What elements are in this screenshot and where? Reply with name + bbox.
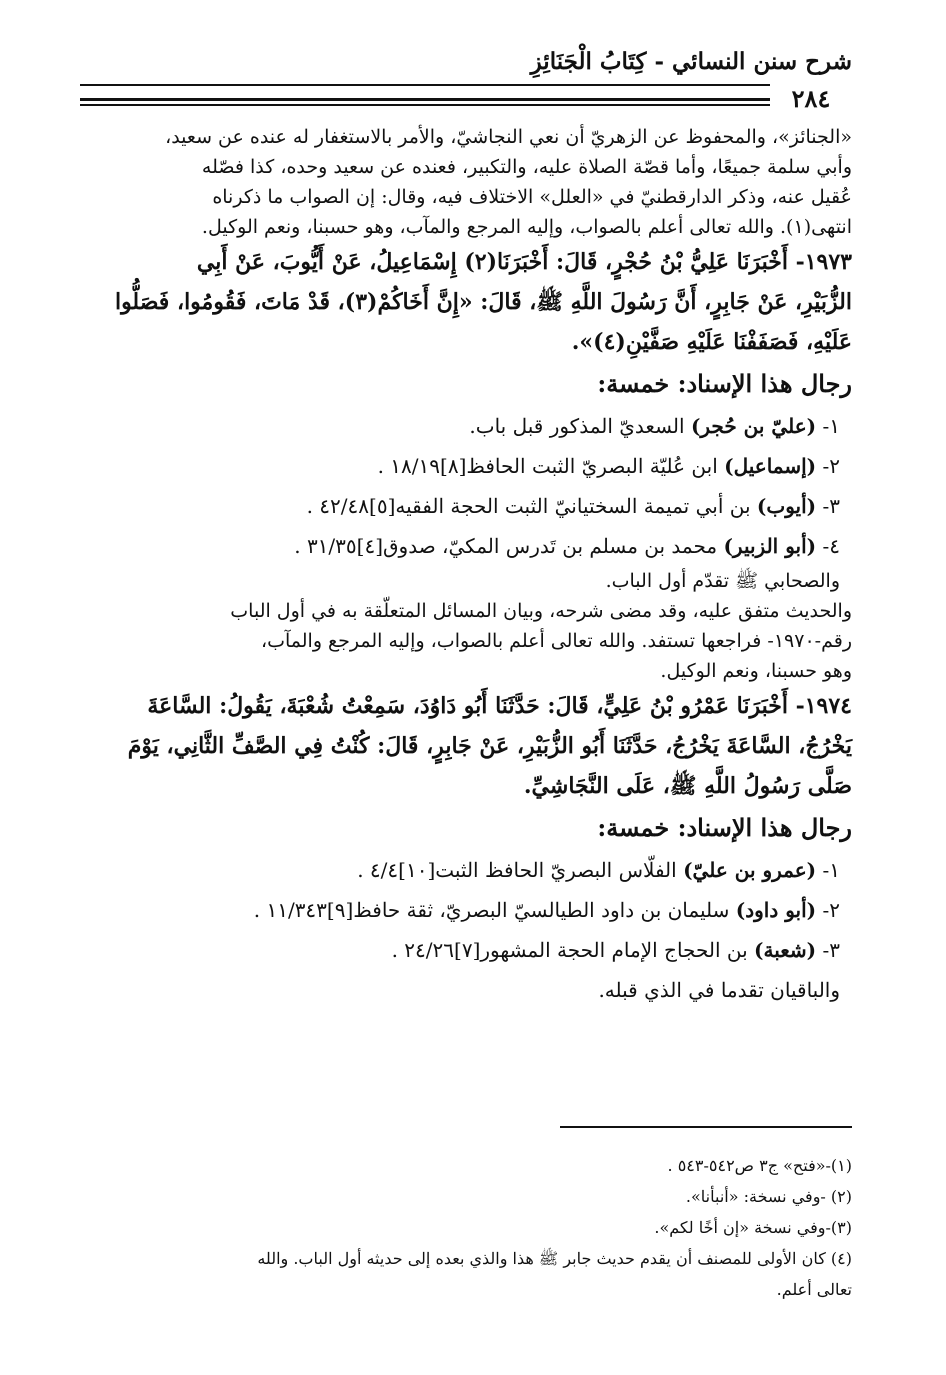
narrator-name: (أيوب) (756, 494, 817, 518)
narrator-description: ابن عُليّة البصريّ الثبت الحافظ[٨]١٨/١٩ . (377, 454, 725, 478)
narrator-number: ٣- (816, 938, 840, 962)
narrator-entry (80, 850, 852, 890)
narrator-description: بن أبي تميمة السختيانيّ الثبت الحجة الفقيه[٥]٤٢/٤٨ . (306, 494, 757, 518)
narrator-entry (80, 406, 852, 446)
narrator-number: ١- (816, 858, 840, 882)
discussion-line: رقم-١٩٧٠- فراجعها تستفد. والله تعالى أعلم بالصواب، وإليه المرجع والمآب، (260, 630, 852, 652)
intro-line: «الجنائز»، والمحفوظ عن الزهريّ أن نعي النجاشيّ، والأمر بالاستغفار له عنده عن سعيد، (165, 126, 852, 148)
discussion-line: وهو حسبنا، ونعم الوكيل. (660, 660, 852, 682)
narrator-name: (إسماعيل) (724, 454, 817, 478)
hadith-1974-line: صَلَّى رَسُولُ اللَّهِ ﷺ، عَلَى النَّجَاشِيِّ. (523, 773, 852, 799)
narrator-number: ٢- (816, 454, 840, 478)
hadith-1973-line: ١٩٧٣- أَخْبَرَنَا عَلِيُّ بْنُ حُجْرٍ، قَالَ: أَخْبَرَنَا(٢) إِسْمَاعِيلُ، عَنْ أَيُّوبَ، عَنْ أَبِي (196, 249, 852, 275)
header-rule (80, 84, 852, 86)
narrator-entry (80, 930, 852, 970)
page-number-rule-thin (80, 104, 770, 106)
narrator-entry (80, 526, 852, 566)
narrator-entry (80, 890, 852, 930)
narrator-description: السعديّ المذكور قبل باب. (469, 414, 691, 438)
narrator-number: ١- (816, 414, 840, 438)
discussion-line: والحديث متفق عليه، وقد مضى شرحه، وبيان المسائل المتعلّقة به في أول الباب (230, 600, 852, 622)
narrator-entry (80, 446, 852, 486)
footnote: (٤) كان الأولى للمصنف أن يقدم حديث جابر ﷺ هذا والذي بعده إلى حديثه أول الباب. والله (257, 1249, 852, 1268)
footnote: (٣)-وفي نسخة «إن أخًا لكم». (654, 1218, 852, 1237)
narrator-name: (عليّ بن حُجر) (690, 414, 817, 438)
narrator-description: بن الحجاج الإمام الحجة المشهور[٧]٢٤/٢٦ . (391, 938, 755, 962)
page-number-rule (80, 98, 770, 101)
hadith-1973-line: عَلَيْهِ، فَصَفَفْنَا عَلَيْهِ صَفَّيْنِ(٤)». (571, 329, 852, 355)
narrator-number: ٣- (816, 494, 840, 518)
footnotes (80, 1150, 852, 1305)
narrator-name: (أبو داود) (735, 898, 817, 922)
rijal-heading: رجال هذا الإسناد: خمسة: (597, 813, 852, 842)
footnote-separator (560, 1126, 852, 1128)
page-number: ٢٨٤ (770, 84, 852, 114)
intro-line: انتهى(١). والله تعالى أعلم بالصواب، وإليه المرجع والمآب، وهو حسبنا، ونعم الوكيل. (201, 216, 852, 238)
remaining-narrators-note: والباقيان تقدما في الذي قبله. (598, 978, 840, 1002)
narrator-number: ٤- (816, 534, 840, 558)
narrator-name: (عمرو بن عليّ) (683, 858, 817, 882)
narrator-number: ٢- (816, 898, 840, 922)
footnote: (١)-«فتح» ج٣ ص٥٤٢-٥٤٣ . (667, 1156, 852, 1175)
hadith-1974-line: ١٩٧٤- أَخْبَرَنَا عَمْرُو بْنُ عَلِيٍّ، قَالَ: حَدَّثَنَا أَبُو دَاوُدَ، سَمِعْتُ شُعْبَةَ، يَقُولُ: السَّاعَةَ (147, 693, 852, 719)
narrator-name: (أبو الزبير) (723, 534, 817, 558)
narrator-description: محمد بن مسلم بن تَدرس المكيّ، صدوق[٤]٣١/٣٥ . (294, 534, 724, 558)
narrator-name: (شعبة) (754, 938, 817, 962)
intro-line: عُقيل عنه، وذكر الدارقطنيّ في «العلل» الاختلاف فيه، وقال: إن الصواب ما ذكرناه (212, 186, 852, 208)
intro-line: وأبي سلمة جميعًا، وأما قصّة الصلاة عليه، والتكبير، فعنده عن سعيد وحده، كذا فصّله (201, 156, 852, 178)
running-header-title: شرح سنن النسائي - كِتَابُ الْجَنَائِزِ (530, 48, 852, 75)
narrator-description: الفلّاس البصريّ الحافظ الثبت[١٠]٤/٤ . (357, 858, 684, 882)
footnote: (٢) -وفي نسخة: «أنبأنا». (685, 1187, 852, 1206)
page-body (80, 122, 852, 1010)
narrator-description: سليمان بن داود الطيالسيّ البصريّ، ثقة حافظ[٩]١١/٣٤٣ . (253, 898, 736, 922)
hadith-1973-line: الزُّبَيْرِ، عَنْ جَابِرٍ، أَنَّ رَسُولَ اللَّهِ ﷺ، قَالَ: «إِنَّ أَخَاكُمْ(٣)، قَدْ مَاتَ، فَقُومُوا، فَصَلُّوا (114, 289, 852, 315)
sahabi-note: والصحابي ﷺ تقدّم أول الباب. (605, 570, 840, 592)
rijal-heading: رجال هذا الإسناد: خمسة: (597, 369, 852, 398)
hadith-1974-line: يَخْرُجُ، السَّاعَةَ يَخْرُجُ، حَدَّثَنَا أَبُو الزُّبَيْرِ، عَنْ جَابِرٍ، قَالَ: كُنْتُ فِي الصَّفِّ الثَّانِي، يَوْمَ (127, 733, 852, 759)
footnote-continuation: تعالى أعلم. (776, 1280, 852, 1299)
narrator-entry (80, 486, 852, 526)
